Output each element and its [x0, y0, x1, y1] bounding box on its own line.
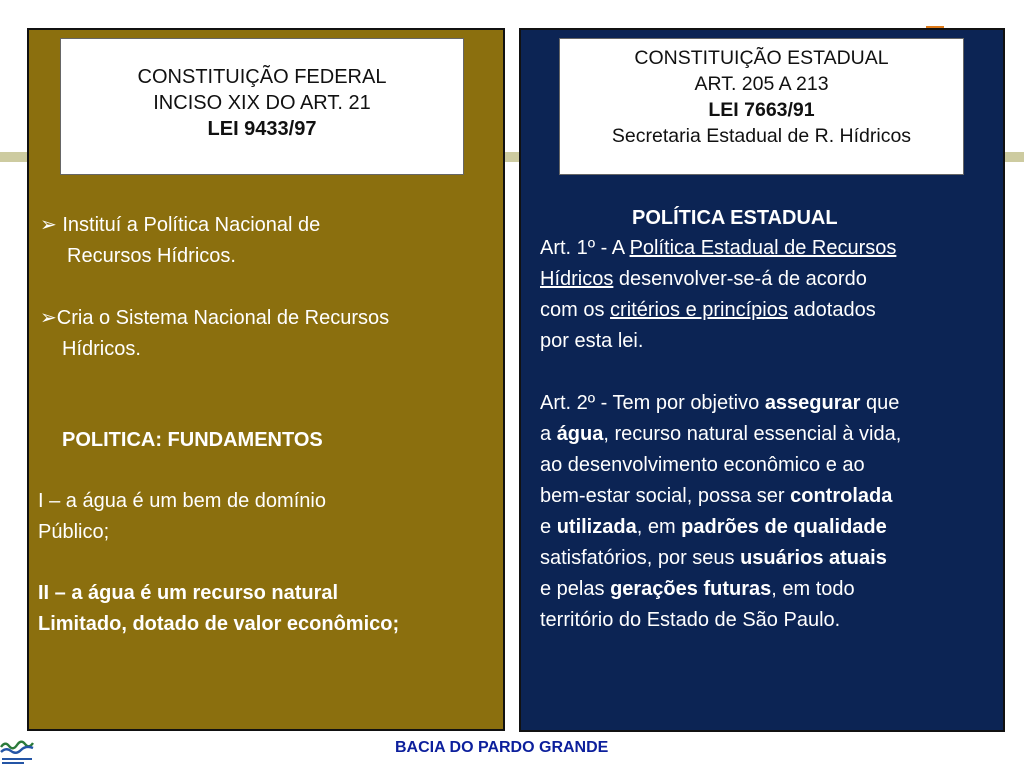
- logo-graphic: [0, 733, 34, 768]
- item-1-line2: Público;: [38, 521, 110, 543]
- art2-l1a: Art. 2º - Tem por objetivo: [540, 392, 765, 414]
- art1-policy-link: Política Estadual de Recursos: [629, 237, 897, 259]
- art2-line8: território do Estado de São Paulo.: [540, 609, 841, 631]
- bullet-1: [40, 210, 320, 241]
- art1-prefix: Art. 1º - A: [540, 237, 630, 259]
- state-title-line2: ART. 205 A 213: [694, 73, 829, 95]
- item-2-line2: Limitado, dotado de valor econômico;: [38, 613, 400, 635]
- art1-mid: desenvolver-se-á de acordo: [613, 268, 867, 290]
- art2-l7a: e pelas: [540, 578, 611, 600]
- item-1-line1: I – a água é um bem de domínio: [38, 490, 326, 512]
- art1-line4: por esta lei.: [540, 330, 644, 352]
- federal-law-number: LEI 9433/97: [207, 118, 317, 140]
- state-title-box: [559, 38, 964, 175]
- art2-l4b: controlada: [790, 485, 893, 507]
- art2-l1c: que: [860, 392, 900, 414]
- art2-l5a: e: [540, 516, 557, 538]
- art2-l5d: padrões de qualidade: [681, 516, 887, 538]
- art1-line3: [540, 295, 876, 326]
- state-secretariat: Secretaria Estadual de R. Hídricos: [611, 125, 912, 147]
- art2-line3: ao desenvolvimento econômico e ao: [540, 454, 865, 476]
- art2-l2b: água: [556, 423, 604, 445]
- art1-criteria-link: critérios e princípios: [610, 299, 788, 321]
- bullet-2: [40, 303, 389, 334]
- art1-line1: [540, 233, 896, 264]
- fundamentos-heading: POLITICA: FUNDAMENTOS: [62, 429, 323, 451]
- art2-line4: [540, 481, 892, 512]
- art2-line6: [540, 543, 887, 574]
- art2-l7c: , em todo: [771, 578, 855, 600]
- footer-title: BACIA DO PARDO GRANDE: [395, 739, 609, 756]
- state-policy-heading: POLÍTICA ESTADUAL: [632, 207, 838, 229]
- federal-title-line1: CONSTITUIÇÃO FEDERAL: [137, 66, 387, 88]
- state-law-number: LEI 7663/91: [708, 99, 815, 121]
- arrow-bullet-icon: ➢: [40, 307, 57, 329]
- art2-l2a: a: [540, 423, 557, 445]
- state-title-line1: CONSTITUIÇÃO ESTADUAL: [634, 47, 889, 69]
- art1-policy-link-cont: Hídricos: [540, 268, 614, 290]
- art1-post2: adotados: [787, 299, 876, 321]
- art2-l4a: bem-estar social, possa ser: [540, 485, 791, 507]
- federal-title-box: [60, 38, 464, 175]
- bullet-1-line1: Instituí a Política Nacional de: [62, 214, 321, 236]
- item-2-line1: II – a água é um recurso natural: [38, 582, 339, 604]
- art2-l1b: assegurar: [764, 392, 861, 414]
- art1-line2: [540, 264, 867, 295]
- art2-line7: [540, 574, 855, 605]
- federal-title-line2: INCISO XIX DO ART. 21: [153, 92, 371, 114]
- art1-pre2: com os: [540, 299, 611, 321]
- basin-committee-logo: [0, 733, 34, 768]
- bullet-2-line1: Cria o Sistema Nacional de Recursos: [56, 307, 390, 329]
- art2-l6b: usuários atuais: [740, 547, 887, 569]
- art2-l6a: satisfatórios, por seus: [540, 547, 741, 569]
- arrow-bullet-icon: ➢: [40, 214, 57, 236]
- art2-line1: [540, 388, 899, 419]
- art2-line5: [540, 512, 887, 543]
- art2-l7b: gerações futuras: [610, 578, 772, 600]
- art2-l5b: utilizada: [556, 516, 637, 538]
- bullet-2-line2: Hídricos.: [62, 338, 141, 360]
- art2-l2c: , recurso natural essencial à vida,: [603, 423, 902, 445]
- art2-line2: [540, 419, 901, 450]
- art2-l5c: , em: [636, 516, 682, 538]
- bullet-1-line2: Recursos Hídricos.: [67, 245, 236, 267]
